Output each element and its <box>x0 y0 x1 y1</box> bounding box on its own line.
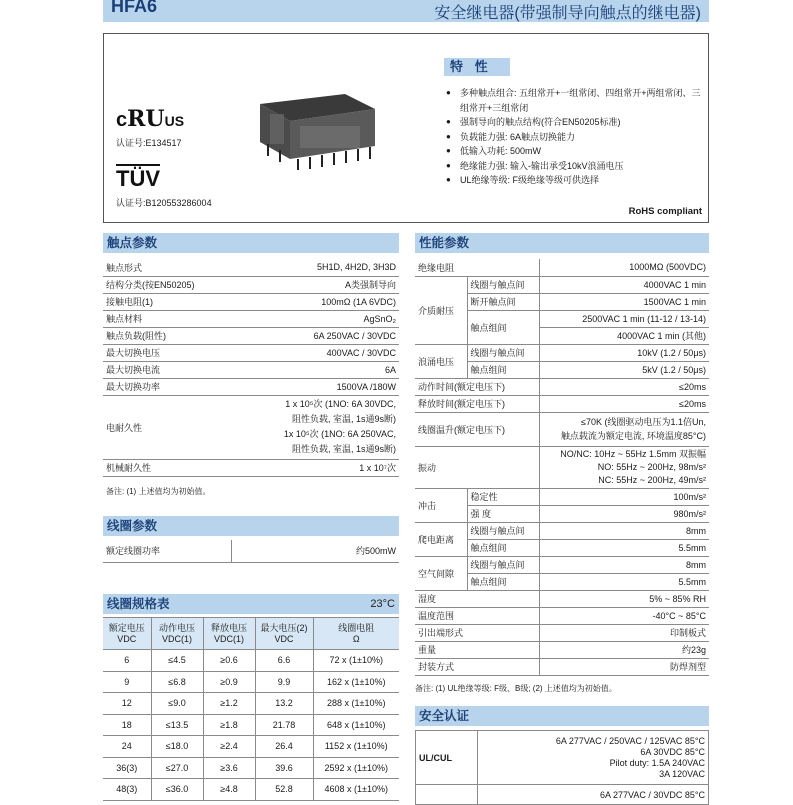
table-row <box>103 378 399 395</box>
column-header: 释放电压 VDC(1) <box>203 618 255 650</box>
row-value: 6A 277VAC / 30VDC 85°C <box>478 785 709 805</box>
spec-cell: 162 x (1±10%) <box>313 671 399 693</box>
table-row: 触点组间 5.5mm <box>415 539 709 556</box>
table-row <box>103 714 399 736</box>
spec-cell: 26.4 <box>255 736 313 758</box>
row-label: 最大切换电压 <box>103 344 235 361</box>
spec-cell: ≤9.0 <box>151 693 203 715</box>
spec-cell: 6 <box>103 650 151 672</box>
table-header-row <box>103 618 399 650</box>
model-name: HFA6 <box>111 0 158 16</box>
table-row <box>103 757 399 779</box>
performance-table <box>415 259 709 676</box>
column-header: 动作电压 VDC(1) <box>151 618 203 650</box>
row-label: 触点材料 <box>103 310 235 327</box>
spec-cell: ≤4.5 <box>151 650 203 672</box>
relay-image <box>250 74 380 174</box>
table-row: 4000VAC 1 min (其他) <box>415 327 709 344</box>
durability-line: 阻性负载, 室温, 1s通9s断) <box>291 414 396 424</box>
row-label: UL/CUL <box>416 731 478 785</box>
spec-cell: ≥2.4 <box>203 736 255 758</box>
table-row: 强 度 980m/s² <box>415 505 709 522</box>
table-row <box>103 671 399 693</box>
row-label: 额定线圈功率 <box>103 540 231 562</box>
contact-note: 备注: (1) 上述值均为初始值。 <box>106 487 211 496</box>
coil-table <box>103 540 399 563</box>
table-row: 线圈温升(额定电压下) ≤70K (线圈驱动电压为1.1倍Un, 触点载流为额定电流, 环境温度85°C) <box>415 412 709 446</box>
table-row: 触点组间 2500VAC 1 min (11-12 / 13-14) <box>415 310 709 327</box>
table-row: 爬电距离 线圈与触点间 8mm <box>415 522 709 539</box>
row-label: 触点负载(阻性) <box>103 327 235 344</box>
row-label: 最大切换电流 <box>103 361 235 378</box>
coil-section-heading: 线圈参数 <box>103 516 399 536</box>
row-value: 400VAC / 30VDC <box>235 344 399 361</box>
spec-cell: ≤27.0 <box>151 757 203 779</box>
spec-cell: 1152 x (1±10%) <box>313 736 399 758</box>
features-heading: 特 性 <box>444 58 510 76</box>
spec-cell: 9 <box>103 671 151 693</box>
rohs-label: RoHS compliant <box>628 206 702 217</box>
spec-cell: 9.9 <box>255 671 313 693</box>
table-row: 振动 NO/NC: 10Hz ~ 55Hz 1.5mm 双振幅 NO: 55Hz ~ 200Hz, 98m/s² NC: 55Hz ~ 200Hz, 49m/s² <box>415 446 709 488</box>
table-row: 释放时间(额定电压下) ≤20ms <box>415 395 709 412</box>
performance-section-heading: 性能参数 <box>415 233 709 253</box>
table-row <box>103 361 399 378</box>
feature-item: ● 多种触点组合: 五组常开+一组常闭、四组常开+两组常闭、三组常开+三组常闭 <box>446 86 706 115</box>
table-row: 介质耐压 线圈与触点间 4000VAC 1 min <box>415 276 709 293</box>
spec-cell: 21.78 <box>255 714 313 736</box>
row-value: 5H1D, 4H2D, 3H3D <box>235 259 399 276</box>
spec-cell: ≤6.8 <box>151 671 203 693</box>
row-value: 6A <box>235 361 399 378</box>
table-row: 温度范围 -40°C ~ 85°C <box>415 607 709 624</box>
spec-cell: 48(3) <box>103 779 151 801</box>
spec-cell: ≥4.8 <box>203 779 255 801</box>
feature-item: ● 绝缘能力强: 输入-输出承受10kV浪涌电压 <box>446 159 706 174</box>
column-header: 线圈电阻 Ω <box>313 618 399 650</box>
feature-item: ● 低输入功耗: 500mW <box>446 144 706 159</box>
spec-cell: 36(3) <box>103 757 151 779</box>
table-row: 浪涌电压 线圈与触点间 10kV (1.2 / 50μs) <box>415 344 709 361</box>
row-label: 结构分类(按EN50205) <box>103 276 235 293</box>
spec-title: 线圈规格表 <box>107 597 170 611</box>
row-value: 1500VA /180W <box>235 378 399 395</box>
table-row <box>103 540 399 562</box>
row-value: 约500mW <box>231 540 399 562</box>
table-row <box>103 459 399 476</box>
feature-list <box>446 86 706 188</box>
row-value: 6A 250VAC / 30VDC <box>235 327 399 344</box>
spec-cell: ≤36.0 <box>151 779 203 801</box>
feature-item: ● UL绝缘等级: F级绝缘等级可供选择 <box>446 173 706 188</box>
spec-body <box>103 650 399 801</box>
table-row: 引出端形式 印制板式 <box>415 624 709 641</box>
table-row <box>103 327 399 344</box>
table-row <box>416 785 709 805</box>
row-value <box>235 395 399 459</box>
table-row <box>103 310 399 327</box>
table-row: 封装方式 防焊剂型 <box>415 658 709 675</box>
table-row: 冲击 稳定性 100m/s² <box>415 488 709 505</box>
durability-line: 1x 10⁵次 (1NO: 6A 250VAC, <box>283 429 396 439</box>
spec-cell: 52.8 <box>255 779 313 801</box>
row-label: 电耐久性 <box>103 395 235 459</box>
row-label: 接触电阻(1) <box>103 293 235 310</box>
spec-cell: 72 x (1±10%) <box>313 650 399 672</box>
row-value: 1 x 10⁷次 <box>235 459 399 476</box>
column-header: 最大电压(2) VDC <box>255 618 313 650</box>
performance-note: 备注: (1) UL绝缘等级: F级、B级; (2) 上述值均为初始值。 <box>415 684 617 693</box>
safety-section-heading: 安全认证 <box>415 706 709 726</box>
table-row: 绝缘电阻 1000MΩ (500VDC) <box>415 259 709 276</box>
feature-item: ● 负载能力强: 6A触点切换能力 <box>446 130 706 145</box>
feature-item: ● 强制导向的触点结构(符合EN50205标准) <box>446 115 706 130</box>
contact-section-heading: 触点参数 <box>103 233 399 253</box>
ul-cert-number: 认证号:E134517 <box>116 138 182 148</box>
table-row: 动作时间(额定电压下) ≤20ms <box>415 378 709 395</box>
spec-section-heading <box>103 594 399 614</box>
spec-cell: 12 <box>103 693 151 715</box>
spec-cell: ≥3.6 <box>203 757 255 779</box>
row-value: 6A 277VAC / 250VAC / 125VAC 85°C 6A 30VDC 85°C Pilot duty: 1.5A 240VAC 3A 120VAC <box>478 731 709 785</box>
spec-cell: 6.6 <box>255 650 313 672</box>
spec-cell: 39.6 <box>255 757 313 779</box>
spec-cell: ≥0.9 <box>203 671 255 693</box>
column-header: 额定电压 VDC <box>103 618 151 650</box>
spec-cell: ≥1.2 <box>203 693 255 715</box>
table-row <box>103 736 399 758</box>
row-label: 机械耐久性 <box>103 459 235 476</box>
table-row: 空气间隙 线圈与触点间 8mm <box>415 556 709 573</box>
spec-cell: 4608 x (1±10%) <box>313 779 399 801</box>
spec-cell: ≤18.0 <box>151 736 203 758</box>
header-bar <box>103 0 709 22</box>
spec-temp: 23°C <box>370 598 395 610</box>
row-label: 最大切换功率 <box>103 378 235 395</box>
spec-cell: 13.2 <box>255 693 313 715</box>
table-row <box>103 693 399 715</box>
row-value: 100mΩ (1A 6VDC) <box>235 293 399 310</box>
feature-box <box>103 33 709 223</box>
spec-cell: ≤13.5 <box>151 714 203 736</box>
tuv-cert-number: 认证号:B120553286004 <box>116 198 212 208</box>
table-row <box>103 395 399 459</box>
spec-cell: 288 x (1±10%) <box>313 693 399 715</box>
spec-cell: 648 x (1±10%) <box>313 714 399 736</box>
table-row <box>103 650 399 672</box>
table-row: 断开触点间 1500VAC 1 min <box>415 293 709 310</box>
spec-cell: 18 <box>103 714 151 736</box>
spec-cell: ≥0.6 <box>203 650 255 672</box>
contact-table <box>103 259 399 477</box>
durability-line: 阻性负载, 室温, 1s通9s断) <box>291 444 396 454</box>
spec-cell: 24 <box>103 736 151 758</box>
table-row <box>103 259 399 276</box>
table-row: 触点组间 5.5mm <box>415 573 709 590</box>
table-row <box>416 731 709 785</box>
table-row <box>103 779 399 801</box>
ul-logo: cRUUS <box>116 106 185 132</box>
row-value: A类强制导向 <box>235 276 399 293</box>
table-row: 湿度 5% ~ 85% RH <box>415 590 709 607</box>
tuv-logo: $\overline{TÜV}$ <box>116 166 160 191</box>
safety-table <box>415 730 709 805</box>
row-value: AgSnO₂ <box>235 310 399 327</box>
spec-cell: 2592 x (1±10%) <box>313 757 399 779</box>
durability-line: 1 x 10⁵次 (1NO: 6A 30VDC, <box>285 399 396 409</box>
spec-cell: ≥1.8 <box>203 714 255 736</box>
table-row <box>103 344 399 361</box>
table-row <box>103 293 399 310</box>
coil-spec-table <box>103 617 399 801</box>
table-row <box>103 276 399 293</box>
row-label: 触点形式 <box>103 259 235 276</box>
table-row: 重量 约23g <box>415 641 709 658</box>
table-row: 触点组间 5kV (1.2 / 50μs) <box>415 361 709 378</box>
doc-title: 安全继电器(带强制导向触点的继电器) <box>434 5 701 22</box>
